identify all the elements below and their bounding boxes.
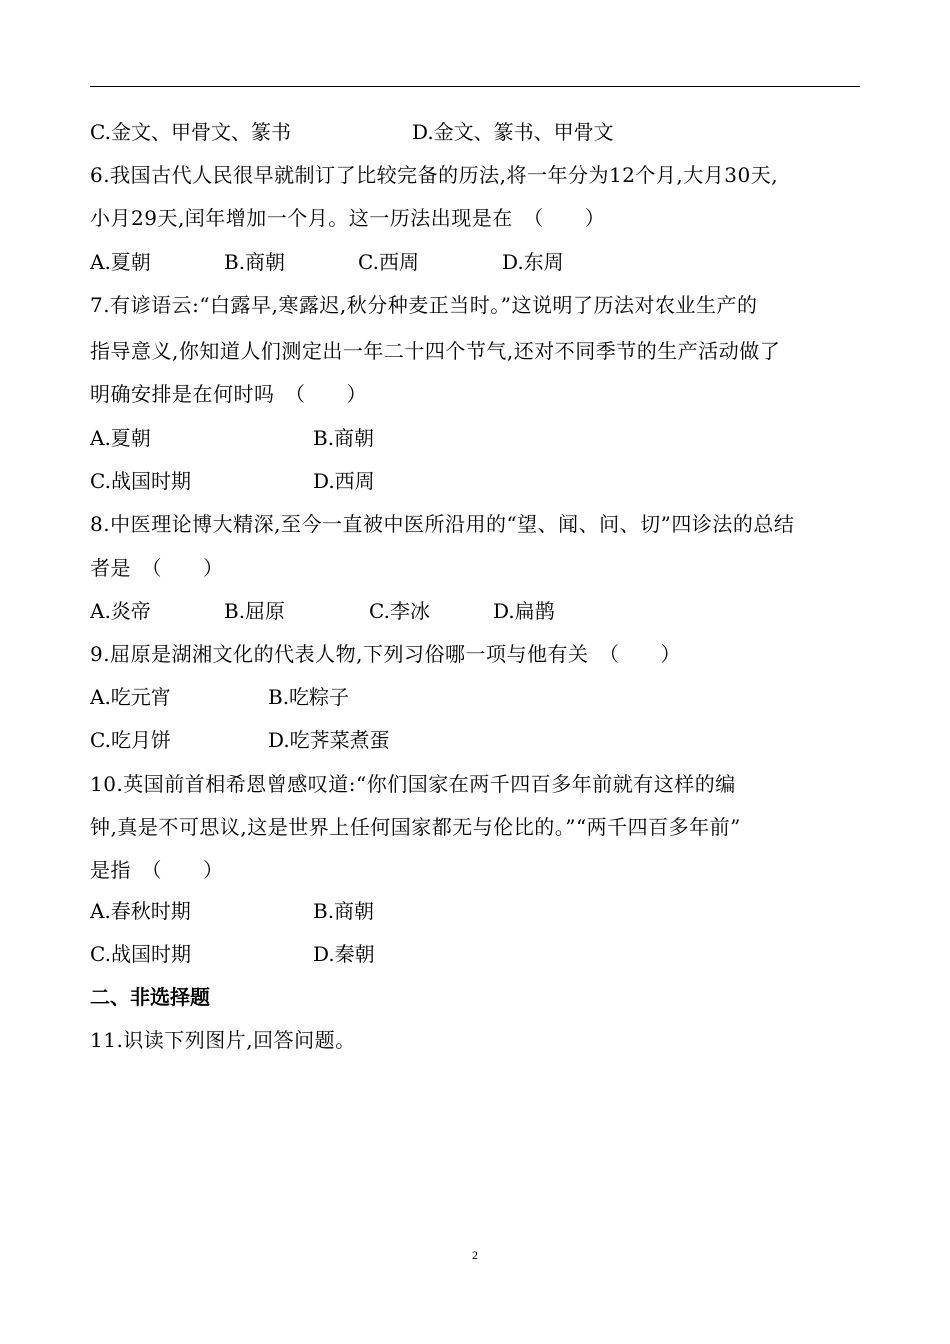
q10-stem-line-1: 10.英国前首相希恩曾感叹道:“你们国家在两千四百多年前就有这样的编 xyxy=(90,772,736,796)
q8-stem-line-1: 8.中医理论博大精深,至今一直被中医所沿用的“望、闻、问、切”四诊法的总结 xyxy=(90,512,795,536)
q6-option-a: A.夏朝 xyxy=(90,250,151,274)
q9-option-d: D.吃荠菜煮蛋 xyxy=(268,728,390,752)
q5-option-d: D.金文、篆书、甲骨文 xyxy=(412,120,614,144)
q7-stem-line-1: 7.有谚语云:“白露早,寒露迟,秋分种麦正当时。”这说明了历法对农业生产的 xyxy=(90,293,758,317)
page-number: 2 xyxy=(472,1248,478,1262)
q5-option-c: C.金文、甲骨文、篆书 xyxy=(90,120,291,144)
q10-option-d: D.秦朝 xyxy=(313,942,375,966)
q10-option-c: C.战国时期 xyxy=(90,942,191,966)
q7-option-a: A.夏朝 xyxy=(90,426,151,450)
header-rule xyxy=(90,86,860,87)
q10-stem-line-2: 钟,真是不可思议,这是世界上任何国家都无与伦比的。”“两千四百多年前” xyxy=(90,815,741,839)
q7-option-b: B.商朝 xyxy=(313,426,375,450)
q8-option-a: A.炎帝 xyxy=(90,599,151,623)
q6-option-d: D.东周 xyxy=(502,250,564,274)
q6-stem-line-1: 6.我国古代人民很早就制订了比较完备的历法,将一年分为12个月,大月30天, xyxy=(90,163,779,187)
section-heading-non-choice: 二、非选择题 xyxy=(90,985,210,1009)
q9-stem-line-1: 9.屈原是湖湘文化的代表人物,下列习俗哪一项与他有关 （ ） xyxy=(90,642,681,666)
q7-stem-line-3: 明确安排是在何时吗 （ ） xyxy=(90,382,367,406)
q7-stem-line-2: 指导意义,你知道人们测定出一年二十四个节气,还对不同季节的生产活动做了 xyxy=(90,339,781,363)
q7-option-d: D.西周 xyxy=(313,469,375,493)
q6-option-c: C.西周 xyxy=(358,250,419,274)
q9-option-b: B.吃粽子 xyxy=(268,685,350,709)
q8-stem-line-2: 者是 （ ） xyxy=(90,556,224,580)
q7-option-c: C.战国时期 xyxy=(90,469,191,493)
q6-option-b: B.商朝 xyxy=(224,250,286,274)
q10-stem-line-3: 是指 （ ） xyxy=(90,858,224,882)
q9-option-c: C.吃月饼 xyxy=(90,728,171,752)
q11-stem-line-1: 11.识读下列图片,回答问题。 xyxy=(90,1028,356,1052)
q8-option-c: C.李冰 xyxy=(369,599,430,623)
q8-option-d: D.扁鹊 xyxy=(493,599,555,623)
q10-option-b: B.商朝 xyxy=(313,899,375,923)
q8-option-b: B.屈原 xyxy=(224,599,286,623)
q9-option-a: A.吃元宵 xyxy=(90,685,171,709)
q10-option-a: A.春秋时期 xyxy=(90,899,191,923)
q6-stem-line-2: 小月29天,闰年增加一个月。这一历法出现是在 （ ） xyxy=(90,206,606,230)
